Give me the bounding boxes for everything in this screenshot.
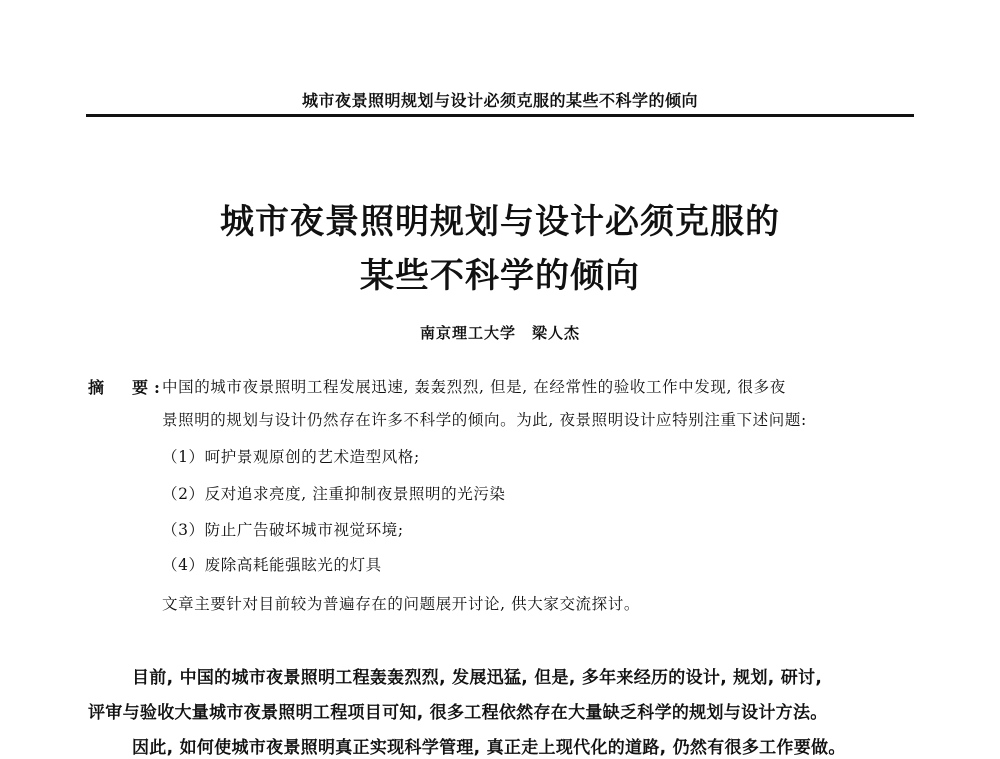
abstract-line-1: 中国的城市夜景照明工程发展迅速, 轰轰烈烈, 但是, 在经常性的验收工作中发现, 很多夜 <box>162 378 786 396</box>
body-paragraph-line-1: 目前, 中国的城市夜景照明工程轰轰烈烈, 发展迅猛, 但是, 多年来经历的设计, 规划, 研讨, <box>132 668 823 688</box>
author-affiliation: 南京理工大学 梁人杰 <box>419 324 580 342</box>
abstract-item-2: （2）反对追求亮度, 注重抑制夜景照明的光污染 <box>162 485 506 503</box>
paper-title-line-1: 城市夜景照明规划与设计必须克服的 <box>220 202 780 242</box>
paper-title-line-2: 某些不科学的倾向 <box>360 256 640 296</box>
abstract-item-4: （4）废除高耗能强眩光的灯具 <box>162 556 382 574</box>
abstract-line-2: 景照明的规划与设计仍然存在许多不科学的倾向。为此, 夜景照明设计应特别注重下述问题: <box>162 411 807 429</box>
abstract-item-3: （3）防止广告破坏城市视觉环境; <box>162 521 404 539</box>
body-paragraph-line-2: 评审与验收大量城市夜景照明工程项目可知, 很多工程依然存在大量缺乏科学的规划与设计方法。 <box>88 703 828 723</box>
header-rule <box>86 114 914 117</box>
running-head: 城市夜景照明规划与设计必须克服的某些不科学的倾向 <box>301 91 698 110</box>
abstract-closing: 文章主要针对目前较为普遍存在的问题展开讨论, 供大家交流探讨。 <box>162 595 640 613</box>
body-paragraph-line-3: 因此, 如何使城市夜景照明真正实现科学管理, 真正走上现代化的道路, 仍然有很多工作要做。 <box>132 738 846 758</box>
abstract-item-1: （1）呵护景观原创的艺术造型风格; <box>162 448 420 466</box>
abstract-label: 摘 要: <box>88 378 166 397</box>
